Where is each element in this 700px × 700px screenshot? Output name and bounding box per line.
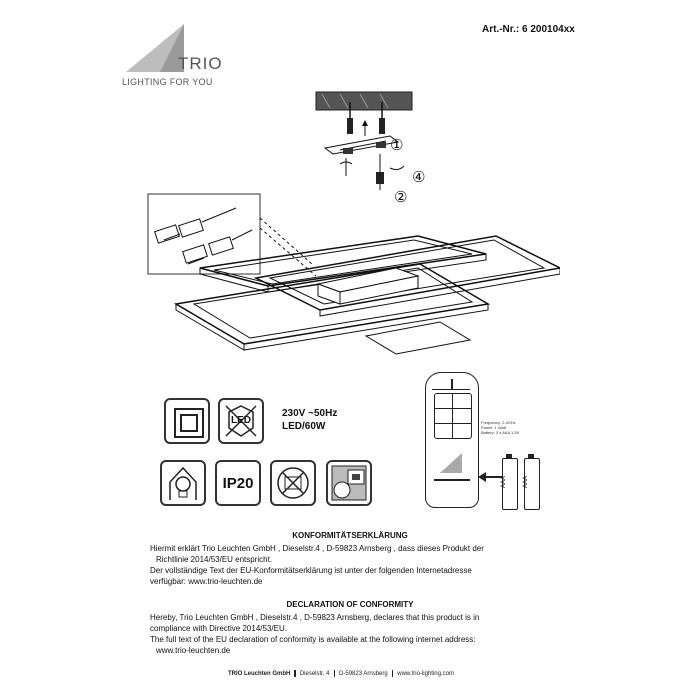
brand-tagline: LIGHTING FOR YOU (122, 77, 213, 87)
lamp-replaceable-icon (160, 460, 206, 506)
conformity-de (150, 531, 550, 587)
footer-divider (392, 670, 394, 677)
battery-1-label: AAA (501, 475, 508, 489)
remote-logo-icon (438, 451, 466, 477)
ip20-icon: IP20 (215, 460, 261, 506)
remote-control (425, 372, 479, 508)
luminaire-mounting-icon (326, 460, 372, 506)
footer-divider (294, 670, 296, 677)
footer (228, 670, 454, 677)
conformity-de-line-2: Richtlinie 2014/53/EU entspricht. (156, 555, 273, 564)
assembly-diagram (140, 88, 560, 358)
spec-voltage: 230V ~50Hz (282, 408, 338, 419)
remote-power: Power: 1 Watt (481, 425, 506, 430)
no-insulating-material-icon (270, 460, 316, 506)
remote-frequency: Frequency: 2.4GHz (481, 420, 516, 425)
footer-street: Dieselstr. 4 (299, 670, 330, 677)
conformity-de-line-4: verfügbar: www.trio-leuchten.de (150, 577, 263, 586)
article-number: Art.-Nr.: 6 200104xx (482, 24, 575, 35)
conformity-en-title: DECLARATION OF CONFORMITY (286, 600, 414, 609)
remote-specs (481, 420, 519, 435)
conformity-en (150, 600, 550, 656)
spec-power: LED/60W (282, 421, 326, 432)
callout-2: ② (394, 188, 408, 206)
conformity-en-line-1: Hereby, Trio Leuchten GmbH , Dieselstr.4 , D-59823 Arnsberg, declares that this product is in (150, 613, 480, 622)
arrow-left-icon (478, 471, 502, 483)
battery-2-label: AAA (523, 475, 530, 489)
remote-battery: Battery: 2 x AAA 1.5V (481, 430, 520, 435)
footer-divider (334, 670, 336, 677)
conformity-de-line-1: Hiermit erklärt Trio Leuchten GmbH , Dieselstr.4 , D-59823 Arnsberg , dass dieses Produkt der (150, 544, 484, 553)
led-not-replaceable-icon (218, 398, 264, 444)
brand-logo (118, 22, 228, 94)
conformity-en-line-4: www.trio-leuchten.de (156, 646, 231, 655)
battery-1 (502, 458, 518, 510)
led-label: LED (231, 415, 251, 426)
conformity-en-line-3: The full text of the EU declaration of conformity is available at the following internet address: (150, 635, 476, 644)
conformity-en-line-2: compliance with Directive 2014/53/EU. (150, 624, 287, 633)
footer-company: TRIO Leuchten GmbH (228, 670, 291, 677)
callout-1: ① (390, 136, 404, 154)
footer-web: www.trio-lighting.com (397, 670, 454, 677)
footer-city: D-59823 Arnsberg (339, 670, 388, 677)
conformity-de-line-3: Der vollständige Text der EU-Konformitätserklärung ist unter der folgenden Internetadresse (150, 566, 472, 575)
battery-2 (524, 458, 540, 510)
brand-name: TRIO (178, 54, 223, 73)
callout-4: ④ (412, 168, 426, 186)
class-ii-icon (164, 398, 210, 444)
conformity-de-title: KONFORMITÄTSERKLÄRUNG (292, 531, 408, 540)
